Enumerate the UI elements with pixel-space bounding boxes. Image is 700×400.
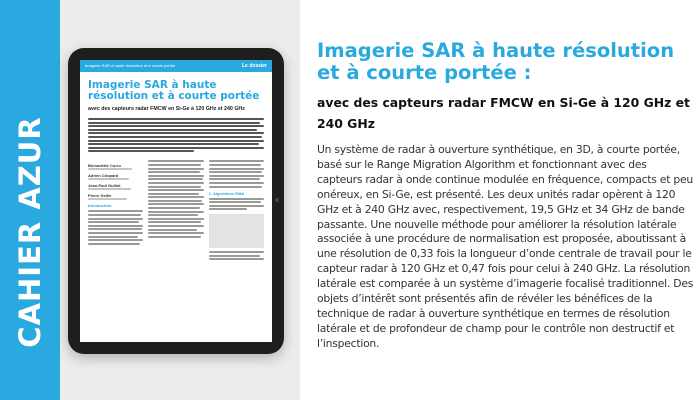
publication-vertical-label: CAHIER AZUR bbox=[13, 116, 47, 348]
article-subtitle: avec des capteurs radar FMCW en Si-Ge à 120 GHz et 240 GHz bbox=[317, 95, 690, 131]
article-preview-column-1 bbox=[88, 160, 143, 262]
article-preview-columns bbox=[88, 160, 264, 262]
article-preview-column-2 bbox=[148, 160, 203, 262]
article-preview-section-heading: 1. Algorithme RMA bbox=[208, 190, 245, 196]
article-preview-title: Imagerie SAR à haute résolution et à courte portée bbox=[88, 79, 260, 102]
article-preview-abstract bbox=[88, 118, 264, 152]
article-preview-running-head: Imagerie SAR à haute résolution et à courte portée bbox=[85, 63, 176, 68]
article-preview-header bbox=[80, 60, 272, 72]
tablet-device bbox=[68, 48, 284, 354]
tablet-camera-icon bbox=[275, 198, 279, 202]
article-title: Imagerie SAR à haute résolution et à courte portée : bbox=[317, 39, 675, 84]
article-preview-figure bbox=[209, 214, 264, 248]
article-preview-section-tag: Le dossier bbox=[241, 63, 267, 69]
article-abstract: Un système de radar à ouverture synthétique, en 3D, à courte portée, basé sur le Range Migration Algorithm et fonctionnant avec des capteurs radar à onde continue modulée en fréquence, compacts et peu onéreux, en Si-Ge, est présenté. Les deux unités radar opèrent à 120 GHz et à 240 GHz avec, respectivement, 19,5 GHz et 34 GHz de bande passante. Une nouvelle méthode pour améliorer la résolution latérale associée à une procédure de normalisation est proposée, aboutissant à une résolution de 0,33 fois la longueur d’onde centrale de travail pour le capteur radar à 120 GHz et 0,47 fois pour celui à 240 GHz. La résolution latérale est comparée à un système d’imagerie focalisé traditionnel. Des objets d’intérêt sont présentés afin de révéler les bénéfices de la technique de radar à ouverture synthétique en termes de résolution latérale et de profondeur de champ pour le contrôle non destructif et l’inspection. bbox=[317, 143, 694, 350]
article-preview-author: Pierre Gellie bbox=[88, 193, 112, 199]
article-preview-subtitle: avec des capteurs radar FMCW en Si-Ge à 120 GHz et 240 GHz bbox=[88, 106, 245, 112]
left-accent-band bbox=[0, 0, 60, 400]
article-preview-column-3 bbox=[209, 160, 264, 262]
tablet-screen bbox=[80, 60, 272, 342]
article-preview-author: Bernadette Curro bbox=[88, 163, 121, 169]
article-preview-section-heading: Introduction bbox=[88, 203, 112, 209]
article-preview-author: Jean-Paul Guillet bbox=[88, 183, 121, 189]
article-preview-author: Adrien Chopard bbox=[88, 173, 119, 179]
